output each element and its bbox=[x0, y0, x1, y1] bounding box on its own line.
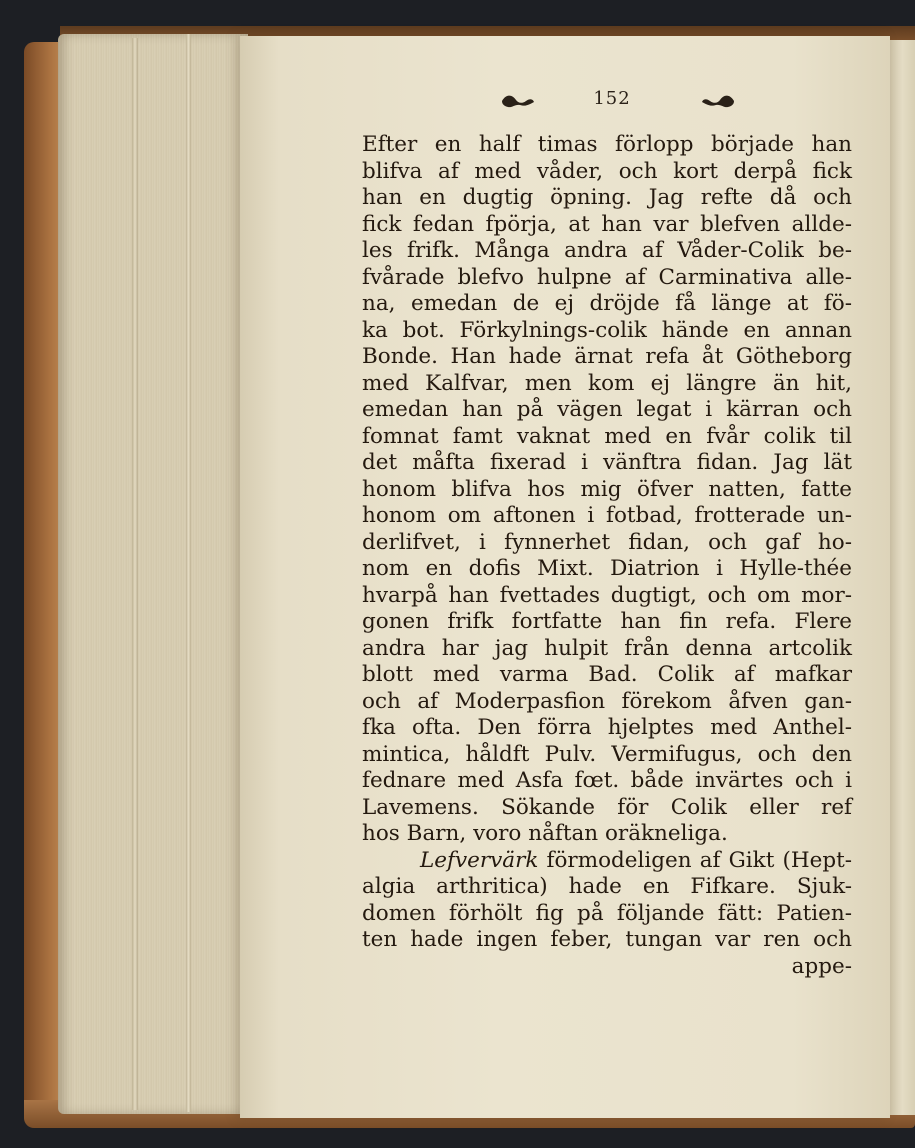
text-line: blifva af med våder, och kort derpå fick bbox=[362, 158, 852, 184]
text-line: det måfta fixerad i vänftra fidan. Jag lät bbox=[362, 450, 852, 475]
paragraph-start bbox=[362, 848, 852, 875]
catchword: appe- bbox=[791, 953, 852, 979]
text-line: gonen frifk fortfatte han fin refa. Flere bbox=[362, 609, 852, 634]
text-line: andra har jag hulpit från denna artcolik bbox=[362, 635, 852, 661]
text-line: emedan han på vägen legat i kärran och bbox=[362, 397, 852, 422]
page-number: 152 bbox=[593, 88, 631, 109]
text-line: Lavemens. Sökande för Colik eller ref bbox=[362, 794, 852, 820]
text-line: med Kalfvar, men kom ej längre än hit, bbox=[362, 370, 852, 396]
text-line: na, emedan de ej dröjde få länge at fö- bbox=[362, 291, 852, 316]
text-line: mintica, håldft Pulv. Vermifugus, och den bbox=[362, 741, 852, 767]
text-line: fka ofta. Den förra hjelptes med Anthel- bbox=[362, 715, 852, 740]
fleuron-left-icon bbox=[500, 92, 536, 110]
text-line: fomnat famt vaknat med en fvår colik til bbox=[362, 423, 852, 449]
body-text bbox=[362, 132, 852, 980]
text-line: algia arthritica) hade en Fifkare. Sjuk- bbox=[362, 874, 852, 899]
fleuron-right-icon bbox=[700, 92, 736, 110]
text-line: fvårade blefvo hulpne af Carminativa alle- bbox=[362, 264, 852, 290]
text-line: fick fedan fpörja, at han var blefven allde- bbox=[362, 211, 852, 237]
next-page-edge bbox=[890, 40, 915, 1115]
page-edge-divider bbox=[132, 38, 138, 1110]
text-line: ka bot. Förkylnings-colik hände en annan bbox=[362, 317, 852, 343]
text-line: han en dugtig öpning. Jag refte då och bbox=[362, 185, 852, 210]
text-line: fednare med Asfa fœt. både invärtes och i bbox=[362, 768, 852, 793]
text-line: honom om aftonen i fotbad, frotterade un- bbox=[362, 503, 852, 528]
text-line: nom en dofis Mixt. Diatrion i Hylle-thée bbox=[362, 556, 852, 581]
page-edges bbox=[58, 34, 248, 1114]
italic-term: Lefvervärk bbox=[420, 847, 539, 873]
page-edge-divider bbox=[186, 34, 191, 1112]
text-run: förmodeligen af Gikt (Hept- bbox=[538, 847, 852, 873]
page-header bbox=[500, 88, 740, 120]
text-line: les frifk. Många andra af Våder-Colik be- bbox=[362, 238, 852, 263]
text-line: derlifvet, i fynnerhet fidan, och gaf ho- bbox=[362, 529, 852, 555]
text-line: domen förhölt fig på följande fätt: Patien- bbox=[362, 900, 852, 926]
text-line: Efter en half timas förlopp började han bbox=[362, 132, 852, 157]
text-line: honom blifva hos mig öfver natten, fatte bbox=[362, 476, 852, 502]
text-line: ten hade ingen feber, tungan var ren och bbox=[362, 927, 852, 952]
text-line: och af Moderpasfion förekom åfven gan- bbox=[362, 688, 852, 714]
text-line: hvarpå han fvettades dugtigt, och om mor- bbox=[362, 582, 852, 608]
text-line: Bonde. Han hade ärnat refa åt Götheborg bbox=[362, 344, 852, 369]
text-line: hos Barn, voro nåftan oräkneliga. bbox=[362, 821, 728, 846]
text-line: blott med varma Bad. Colik af mafkar bbox=[362, 662, 852, 687]
